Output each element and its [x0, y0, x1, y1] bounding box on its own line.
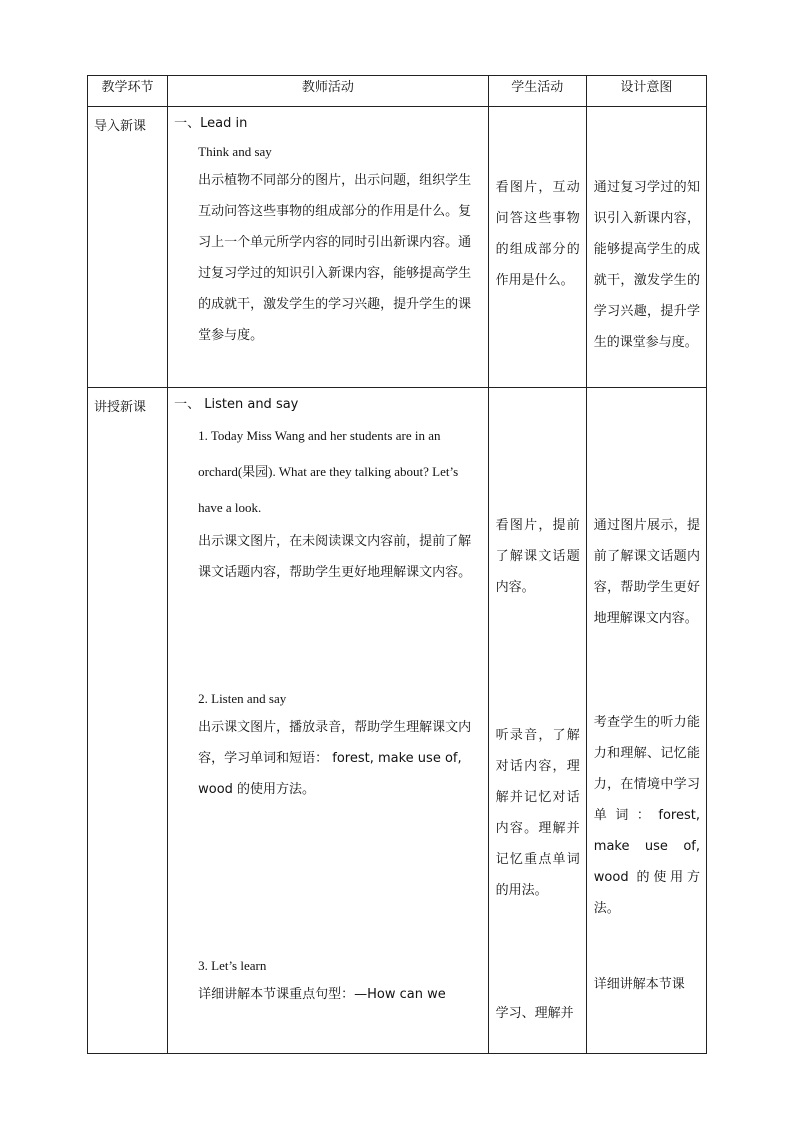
lesson-plan-table	[87, 75, 707, 1054]
table-row	[88, 107, 707, 388]
header-teacher-activity: 教师活动	[168, 76, 489, 107]
stage-cell	[88, 107, 168, 388]
design-intent-text: 通过复习学过的知识引入新课内容，能够提高学生的成就干，激发学生的学习兴趣，提升学生的课堂参与度。	[593, 180, 700, 350]
student-activity-text: 看图片，互动问答这些事物的组成部分的作用是什么。	[495, 180, 580, 288]
student-activity-cell	[488, 107, 586, 388]
header-design-intent: 设计意图	[586, 76, 706, 107]
header-student-activity: 学生活动	[488, 76, 586, 107]
design-intent-cell	[586, 107, 706, 388]
section-subheading: Think and say	[198, 144, 272, 159]
teacher-activity-text: 出示植物不同部分的图片，出示问题，组织学生互动问答这些事物的组成部分的作用是什么。复习上一个单元所学内容的同时引出新课内容。通过复习学过的知识引入新课内容，能够提高学生的成就干，激发学生的学习兴趣，提升学生的课堂参与度。	[198, 173, 472, 343]
stage-cell	[88, 388, 168, 1054]
part2-teacher-text: 出示课文图片，播放录音，帮助学生理解课文内容，学习单词和短语： forest, make use of, wood 的使用方法。	[198, 720, 472, 797]
part1-design-text: 通过图片展示，提前了解课文话题内容，帮助学生更好地理解课文内容。	[593, 518, 700, 626]
part3-student-text: 学习、理解并	[495, 1006, 574, 1021]
part2-design-text: 考查学生的听力能力和理解、记忆能力，在情境中学习单词：forest, make use of, wood 的使用方法。	[593, 715, 700, 916]
part1-teacher-text: 出示课文图片，在未阅读课文内容前，提前了解课文话题内容，帮助学生更好地理解课文内容。	[198, 534, 472, 580]
part3-title: 3. Let’s learn	[198, 958, 267, 973]
header-stage: 教学环节	[88, 76, 168, 107]
part1-title: 1. Today Miss Wang and her students are in an orchard(果园). What are they talking about? Let’s have a look.	[198, 428, 459, 515]
student-activity-cell	[488, 388, 586, 1054]
teacher-activity-cell	[168, 107, 489, 388]
part2-title: 2. Listen and say	[198, 691, 287, 706]
part1-student-text: 看图片，提前了解课文话题内容。	[495, 518, 580, 595]
stage-label: 讲授新课	[94, 400, 147, 415]
part3-teacher-text: 详细讲解本节课重点句型：—How can we	[198, 987, 446, 1002]
table-row	[88, 388, 707, 1054]
section-heading: 一、Lead in	[174, 116, 248, 131]
part3-design-text: 详细讲解本节课	[593, 977, 685, 992]
section-heading: 一、 Listen and say	[174, 397, 299, 412]
design-intent-cell	[586, 388, 706, 1054]
part2-student-text: 听录音，了解对话内容，理解并记忆对话内容。理解并记忆重点单词的用法。	[495, 728, 580, 898]
teacher-activity-cell	[168, 388, 489, 1054]
table-header-row	[88, 76, 707, 107]
stage-label: 导入新课	[94, 119, 147, 134]
